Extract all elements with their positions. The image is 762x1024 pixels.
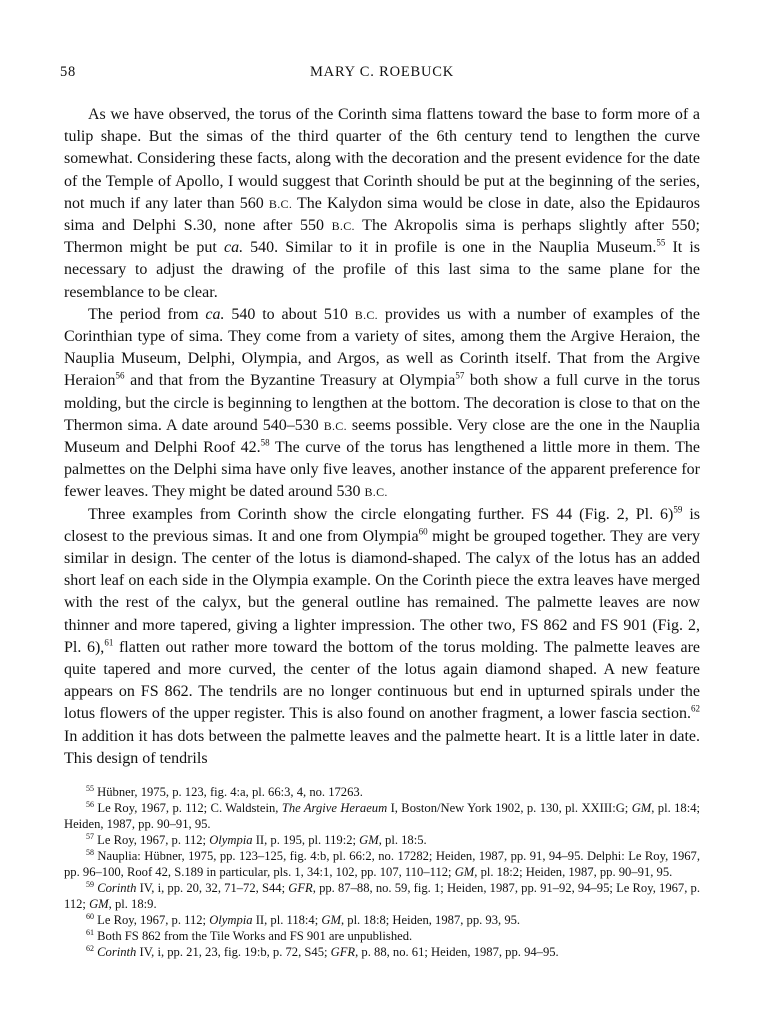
text-run: , pl. 18:9. (108, 897, 157, 912)
text-run: In addition it has dots between the palmette leaves and the palmette heart. It is a little later in date. This design of tendrils (64, 727, 700, 767)
page-number: 58 (60, 64, 77, 80)
text-run: II, p. 195, pl. 119:2; (252, 833, 360, 848)
text-run: , pp. 87–88, no. 59, fig. 1; Heiden, 1987, pp. 91–92, 94–95; Le Roy, 1967, p. 112; (64, 881, 701, 912)
footnote-marker: 59 (673, 504, 683, 515)
text-run: , pl. 18:4; Heiden, 1987, pp. 90–91, 95. (64, 801, 701, 832)
footnote (64, 912, 700, 928)
small-caps-text: B.C. (268, 196, 293, 211)
small-caps-text: B.C. (354, 307, 378, 322)
italic-text: ca. (205, 305, 225, 323)
body-text (64, 104, 700, 770)
footnote-marker: 55 (656, 237, 666, 248)
text-run: Three examples from Corinth show the circle elongating further. FS 44 (Fig. 2, Pl. 6) (88, 505, 674, 523)
text-run: , pl. 18:8; Heiden, 1987, pp. 93, 95. (340, 913, 521, 928)
footnote-marker: 57 (86, 831, 94, 841)
footnotes (64, 784, 700, 960)
paragraph (64, 304, 700, 504)
text-run: , pl. 18:5. (378, 833, 427, 848)
footnote-marker: 62 (86, 943, 94, 953)
footnote-marker: 60 (418, 526, 428, 537)
footnote-marker: 56 (115, 371, 125, 382)
text-run: provides us with a number of examples of the Corinthian type of sima. They come from a variety of sites, among them the Argive Heraion, the Nauplia Museum, Delphi, Olympia, and Argos, as well as Corinth itself. That from the Argive Heraion (64, 305, 701, 390)
text-run: The Kalydon sima would be close in date, also the Epidauros sima and Delphi S.30, none after 550 (64, 194, 701, 235)
text-run: IV, i, pp. 21, 23, fig. 19:b, p. 72, S45; (136, 945, 331, 960)
paragraph (64, 504, 700, 770)
footnote (64, 832, 700, 848)
italic-text: Olympia (209, 833, 253, 848)
text-run: It is necessary to adjust the drawing of the profile of this last sima to the same plane for the resemblance to be clear. (64, 239, 701, 301)
italic-text: Olympia (209, 913, 253, 928)
text-run: Le Roy, 1967, p. 112; (94, 833, 210, 848)
text-run: is closest to the previous simas. It and one from Olympia (64, 505, 700, 545)
text-run: II, pl. 118:4; (252, 913, 322, 928)
page-header (60, 64, 700, 88)
footnote-marker: 61 (86, 927, 94, 937)
footnote (64, 800, 700, 832)
text-run: The Akropolis sima is perhaps slightly after 550; Thermon might be put (64, 217, 701, 257)
italic-text: GM (359, 833, 379, 848)
text-run: I, Boston/New York 1902, p. 130, pl. XXIII:G; (387, 801, 632, 816)
italic-text: Corinth (97, 945, 137, 960)
footnote (64, 848, 700, 880)
footnote (64, 928, 700, 944)
text-run: Both FS 862 from the Tile Works and FS 901 are unpublished. (94, 929, 413, 944)
text-run: The period from (88, 305, 206, 323)
footnote-marker: 60 (86, 911, 94, 921)
footnote-marker: 59 (86, 879, 94, 889)
footnote-marker: 57 (455, 371, 465, 382)
footnote (64, 880, 700, 912)
text-run: might be grouped together. They are very similar in design. The center of the lotus is diamond-shaped. The calyx of the lotus has an added short leaf on each side in the Olympia example. On the Corinth piece the extra leaves have merged with the rest of the calyx, but the general outline has remained. The palmette leaves are now thinner and more tapered, giving a lighter impression. The other two, FS 862 and FS 901 (Fig. 2, Pl. 6), (64, 527, 701, 656)
italic-text: The Argive Heraeum (281, 801, 388, 816)
text-run: Hübner, 1975, p. 123, fig. 4:a, pl. 66:3, 4, no. 17263. (94, 785, 363, 800)
footnote-marker: 58 (260, 437, 270, 448)
text-run: , p. 88, no. 61; Heiden, 1987, pp. 94–95. (355, 945, 559, 960)
running-head: MARY C. ROEBUCK (309, 64, 454, 80)
text-run: and that from the Byzantine Treasury at Olympia (124, 372, 456, 390)
text-run: Le Roy, 1967, p. 112; C. Waldstein, (94, 801, 282, 816)
text-run: seems possible. Very close are the one in the Nauplia Museum and Delphi Roof 42. (64, 416, 700, 457)
italic-text: Corinth (97, 881, 137, 896)
italic-text: GFR (330, 945, 356, 960)
small-caps-text: B.C. (331, 219, 355, 234)
paragraph (64, 104, 700, 304)
footnote-marker: 61 (104, 637, 114, 648)
italic-text: GM (454, 865, 475, 880)
text-run: Le Roy, 1967, p. 112; (94, 913, 210, 928)
italic-text: ca. (223, 239, 244, 257)
text-run: As we have observed, the torus of the Corinth sima flattens toward the base to form more of a tulip shape. But the simas of the third quarter of the 6th century tend to lengthen the curve somewhat. Considering these facts, along with the decoration and the present evidence for the date of the Temple of Apollo, I would suggest that Corinth should be put at the beginning of the series, not much if any later than 560 (64, 106, 700, 212)
text-run: flatten out rather more toward the bottom of the torus molding. The palmette leaves are quite tapered and more curved, the center of the lotus again diamond shaped. A new feature appears on FS 862. The tendrils are no longer continuous but end in upturned spirals under the lotus flowers of the upper register. This is also found on another fragment, a lower fascia section. (64, 638, 700, 723)
text-run: Nauplia: Hübner, 1975, pp. 123–125, fig. 4:b, pl. 66:2, no. 17282; Heiden, 1987, pp. 91, 94–95. Delphi: Le Roy, 1967, pp. 96–100, Roof 42, S.189 in particular, pls. 1, 34:1, 102, pp. 107, 110–112; (64, 849, 700, 880)
text-run: both show a full curve in the torus molding, but the circle is beginning to lengthen at the bottom. The decoration is close to that on the Thermon sima. A date around 540–530 (64, 372, 700, 434)
italic-text: GM (321, 913, 341, 928)
footnote-marker: 58 (86, 847, 94, 857)
text-run: , pl. 18:2; Heiden, 1987, pp. 90–91, 95. (474, 865, 673, 880)
footnote-marker: 55 (86, 783, 94, 793)
small-caps-text: B.C. (323, 418, 347, 433)
text-run: IV, i, pp. 20, 32, 71–72, S44; (136, 881, 289, 896)
footnote-marker: 62 (691, 704, 700, 715)
page (60, 64, 701, 960)
footnote (64, 944, 700, 960)
footnote-marker: 56 (86, 799, 94, 809)
text-run: The curve of the torus has lengthened a little more in them. The palmettes on the Delphi sima have only five leaves, another instance of the apparent preference for fewer leaves. They might be dated around 530 (64, 439, 700, 501)
small-caps-text: B.C. (364, 485, 388, 500)
text-run: 540. Similar to it in profile is one in the Nauplia Museum. (243, 239, 657, 257)
italic-text: GFR (288, 881, 313, 896)
footnote (64, 784, 700, 800)
italic-text: GM (89, 897, 109, 912)
italic-text: GM (631, 801, 652, 816)
text-run: 540 to about 510 (224, 305, 355, 323)
